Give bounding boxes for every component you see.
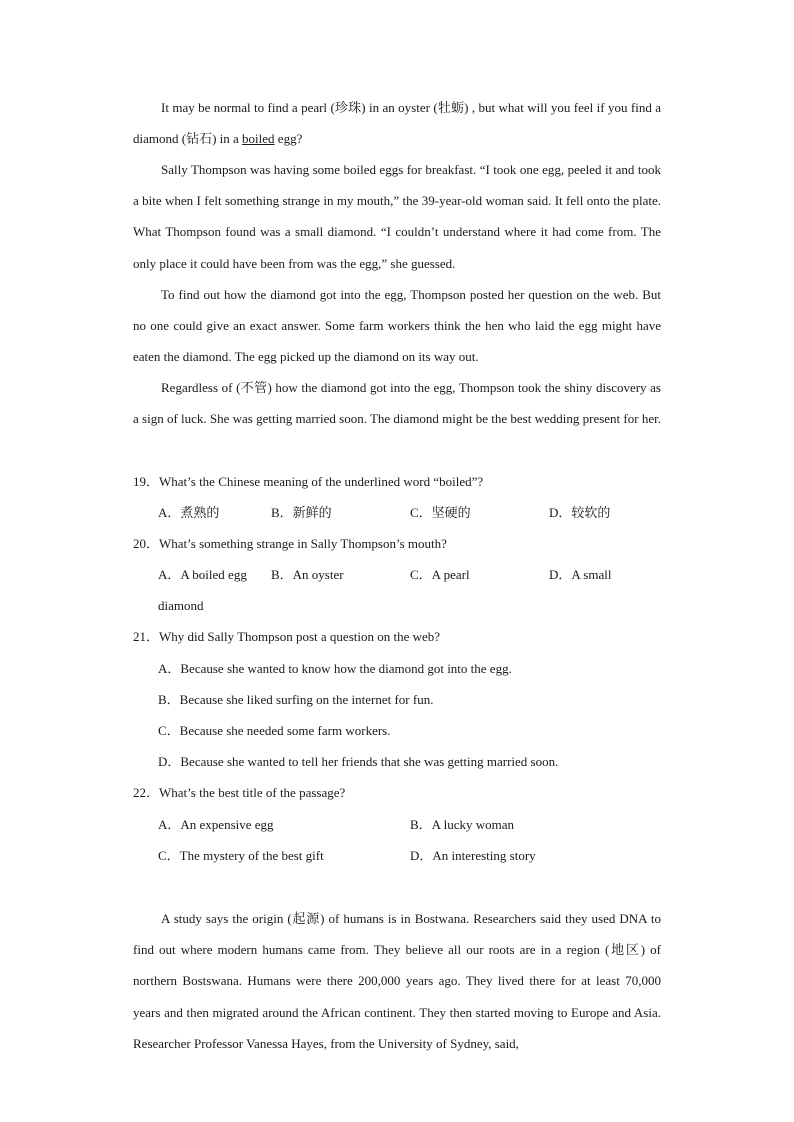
passage-a-paragraph-4: [133, 372, 661, 434]
question-22-option-b[interactable]: B．A lucky woman: [410, 817, 514, 832]
question-20-option-b[interactable]: B．An oyster: [271, 567, 344, 582]
question-21-option-a[interactable]: A．Because she wanted to know how the diamond got into the egg.: [158, 661, 512, 676]
question-22-option-d[interactable]: D．An interesting story: [410, 848, 536, 863]
question-19-option-c[interactable]: C．坚硬的: [410, 505, 471, 520]
passage-a-p4-text: Regardless of (不管) how the diamond got into the egg, Thompson took the shiny discovery as a sign of luck. She was getting married soon. The diamond might be the best wedding present for her.: [133, 380, 661, 427]
passage-a-paragraph-1: [133, 92, 661, 154]
passage-a-p1-end: egg?: [274, 131, 303, 147]
question-21-option-d[interactable]: D．Because she wanted to tell her friends that she was getting married soon.: [158, 754, 559, 769]
passage-a-p2-text: Sally Thompson was having some boiled eggs for breakfast. “I took one egg, peeled it and took a bite when I felt something strange in my mouth,” the 39-year-old woman said. It fell onto the plate. What Thompson found was a small diamond. “I couldn’t understand where it had come from. The only place it could have been from was the egg,” she guessed.: [133, 162, 661, 271]
question-20-stem: 20．What’s something strange in Sally Thompson’s mouth?: [133, 536, 447, 551]
question-21-option-b[interactable]: B．Because she liked surfing on the internet for fun.: [158, 692, 434, 707]
question-22-stem: 22．What’s the best title of the passage?: [133, 785, 346, 800]
passage-a-p3-text: To find out how the diamond got into the egg, Thompson posted her question on the web. But no one could give an exact answer. Some farm workers think the hen who laid the egg might have eaten the diamond. The egg picked up the diamond on its way out.: [133, 287, 661, 365]
passage-a-p1-text: It may be normal to find a pearl (珍珠) in an oyster (牡蛎) , but what will you feel if you find a diamond (钻石) in a: [133, 100, 661, 147]
question-21-option-c[interactable]: C．Because she needed some farm workers.: [158, 723, 391, 738]
question-20-option-d[interactable]: D．A small: [549, 567, 612, 582]
question-20-option-d-wrap: diamond: [158, 598, 204, 613]
question-19-stem: 19．What’s the Chinese meaning of the underlined word “boiled”?: [133, 474, 484, 489]
question-19-option-d[interactable]: D．较软的: [549, 505, 611, 520]
passage-b-paragraph-1: [133, 903, 661, 1059]
question-21-stem: 21．Why did Sally Thompson post a question on the web?: [133, 629, 441, 644]
question-22-option-a[interactable]: A．An expensive egg: [158, 817, 274, 832]
question-20-option-a[interactable]: A．A boiled egg: [158, 567, 247, 582]
question-22-option-c[interactable]: C．The mystery of the best gift: [158, 848, 324, 863]
question-19-option-b[interactable]: B．新鲜的: [271, 505, 332, 520]
question-20-option-c[interactable]: C．A pearl: [410, 567, 470, 582]
passage-a-paragraph-2: [133, 154, 661, 279]
passage-b-p1-text: A study says the origin (起源) of humans is in Bostwana. Researchers said they used DNA to find out where modern humans came from. They believe all our roots are in a region (地区) of northern Bostswana. Humans were there 200,000 years ago. They lived there for at least 70,000 years and then migrated around the African continent. They then started moving to Europe and Asia. Researcher Professor Vanessa Hayes, from the University of Sydney, said,: [133, 911, 661, 1051]
passage-a-paragraph-3: [133, 279, 661, 373]
question-19-option-a[interactable]: A．煮熟的: [158, 505, 220, 520]
underlined-word: boiled: [242, 131, 275, 147]
